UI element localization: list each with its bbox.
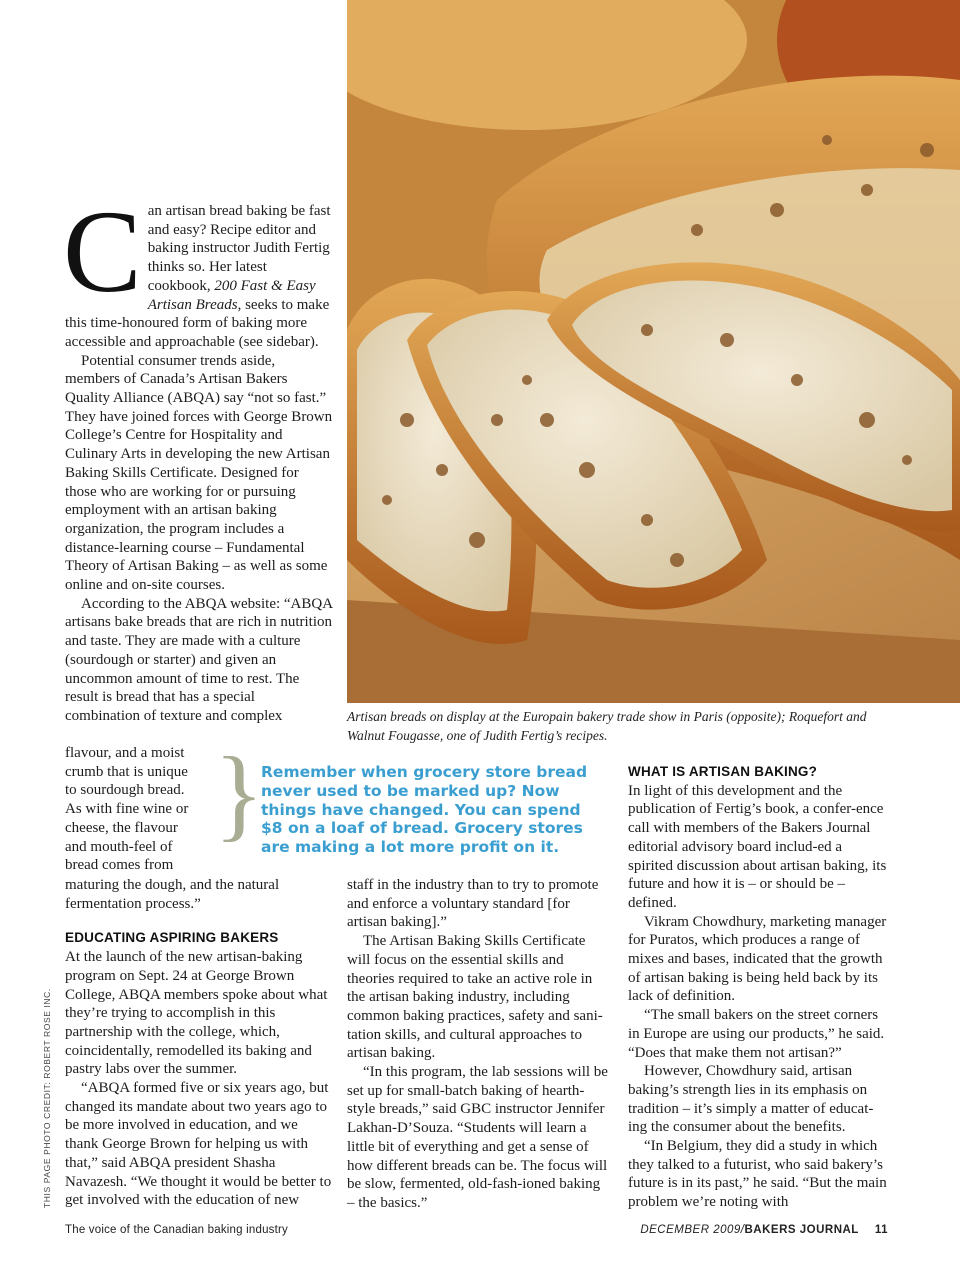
paragraph: According to the ABQA website: “ABQA artisans bake breads that are rich in nutrition and taste. They are made with a culture (sourdough or starter) and given an uncommon amount of time to rest. The result is bread that has a special combination of texture and complex <box>65 595 333 724</box>
article-column-3 <box>628 763 890 1212</box>
article-column-1-bottom <box>65 876 333 1210</box>
paragraph: Vikram Chowdhury, marketing manager for Puratos, which produces a range of mixes and bases, indicated that the growth of artisan baking is being held back by its lack of definition. <box>628 913 887 1005</box>
article-column-1-narrow <box>65 744 195 875</box>
book-title: 200 Fast & Easy Artisan Breads <box>147 277 316 313</box>
bread-photo <box>347 0 960 703</box>
dropcap: C <box>63 186 142 317</box>
pullquote-brace: } <box>214 736 264 851</box>
paragraph: In light of this development and the publication of Fertig’s book, a confer-ence call with members of the Bakers Journal editorial advisory board includ-ed a spirited discussion about artisan baking, its future and how it is – or should be – defined. <box>628 782 887 911</box>
page-number: 11 <box>874 1224 888 1236</box>
paragraph: staff in the industry than to try to promote and enforce a voluntary standard [for artisan baking].” <box>347 877 599 931</box>
paragraph: “ABQA formed five or six years ago, but changed its mandate about two years ago to be more involved in education, and we thank George Brown for helping us with that,” said ABQA president Shasha Navazesh. “We thought it would be better to get involved with the education of new <box>65 1080 332 1209</box>
photo-credit: THIS PAGE PHOTO CREDIT: ROBERT ROSE INC. <box>42 988 52 1208</box>
bread-illustration <box>347 0 960 703</box>
intro-paragraph: an artisan bread baking be fast and easy? Recipe editor and baking instructor Judith Fertig thinks so. Her latest cookbook, 200 Fast & Easy Artisan Breads, seeks to make this time-honoured form of baking more accessible and approachable (see sidebar). <box>65 203 331 350</box>
paragraph: At the launch of the new artisan-baking program on Sept. 24 at George Brown College, ABQA members spoke about what they’re trying to accomplish in this partnership with the college, which, coincidentally, remodelled its baking and pastry labs over the summer. <box>65 949 328 1078</box>
paragraph: flavour, and a moist crumb that is unique to sourdough bread. As with fine wine or cheese, the flavour and mouth-feel of bread comes from <box>65 745 189 874</box>
section-heading: EDUCATING ASPIRING BAKERS <box>65 930 279 946</box>
photo-caption: Artisan breads on display at the Europain bakery trade show in Paris (opposite); Roquefort and Walnut Fougasse, one of Judith Fertig’s recipes. <box>347 709 867 743</box>
article-column-1 <box>63 186 333 726</box>
article-column-2 <box>347 876 609 1213</box>
paragraph: “In this program, the lab sessions will be set up for small-batch baking of hearth-style breads,” said GBC instructor Jennifer Lakhan-D’Souza. “Students will learn a little bit of everything and get a sense of how different breads can be. The focus will be slow, fermented, old-fash-ioned baking – the basics.” <box>347 1064 608 1211</box>
footer-tagline: The voice of the Canadian baking industry <box>65 1224 288 1236</box>
paragraph: Potential consumer trends aside, members of Canada’s Artisan Bakers Quality Alliance (ABQA) say “not so fast.” They have joined forces with George Brown College’s Centre for Hospitality and Culinary Arts in developing the new Artisan Baking Skills Certificate. Designed for those who are working for or pursuing employment with an artisan baking organization, the program includes a distance-learning course – Fundamental Theory of Artisan Baking – as well as some online and on-site courses. <box>65 352 333 594</box>
paragraph: “The small bakers on the street corners in Europe are using our products,” he said. “Does that make them not artisan?” <box>628 1007 885 1061</box>
paragraph: However, Chowdhury said, artisan baking’s strength lies in its emphasis on tradition – it’s simply a matter of educat-ing the consumer about the benefits. <box>628 1063 874 1136</box>
paragraph: “In Belgium, they did a study in which they talked to a futurist, who said bakery’s future is in its past,” he said. “But the main problem we’re noting with <box>628 1138 887 1211</box>
issue-date: DECEMBER 2009/ <box>640 1224 745 1236</box>
footer-folio <box>640 1224 888 1236</box>
magazine-name: BAKERS JOURNAL <box>744 1224 859 1236</box>
pullquote: Remember when grocery store bread never used to be marked up? Now things have changed. You can spend $8 on a loaf of bread. Grocery stores are making a lot more profit on it. <box>261 763 588 857</box>
paragraph: maturing the dough, and the natural fermentation process.” <box>65 877 280 912</box>
section-heading: WHAT IS ARTISAN BAKING? <box>628 764 818 779</box>
paragraph: The Artisan Baking Skills Certificate will focus on the essential skills and theories required to take an active role in the artisan baking industry, including common baking practices, safety and sani-tation skills, and cultural approaches to artisan baking. <box>347 933 603 1062</box>
